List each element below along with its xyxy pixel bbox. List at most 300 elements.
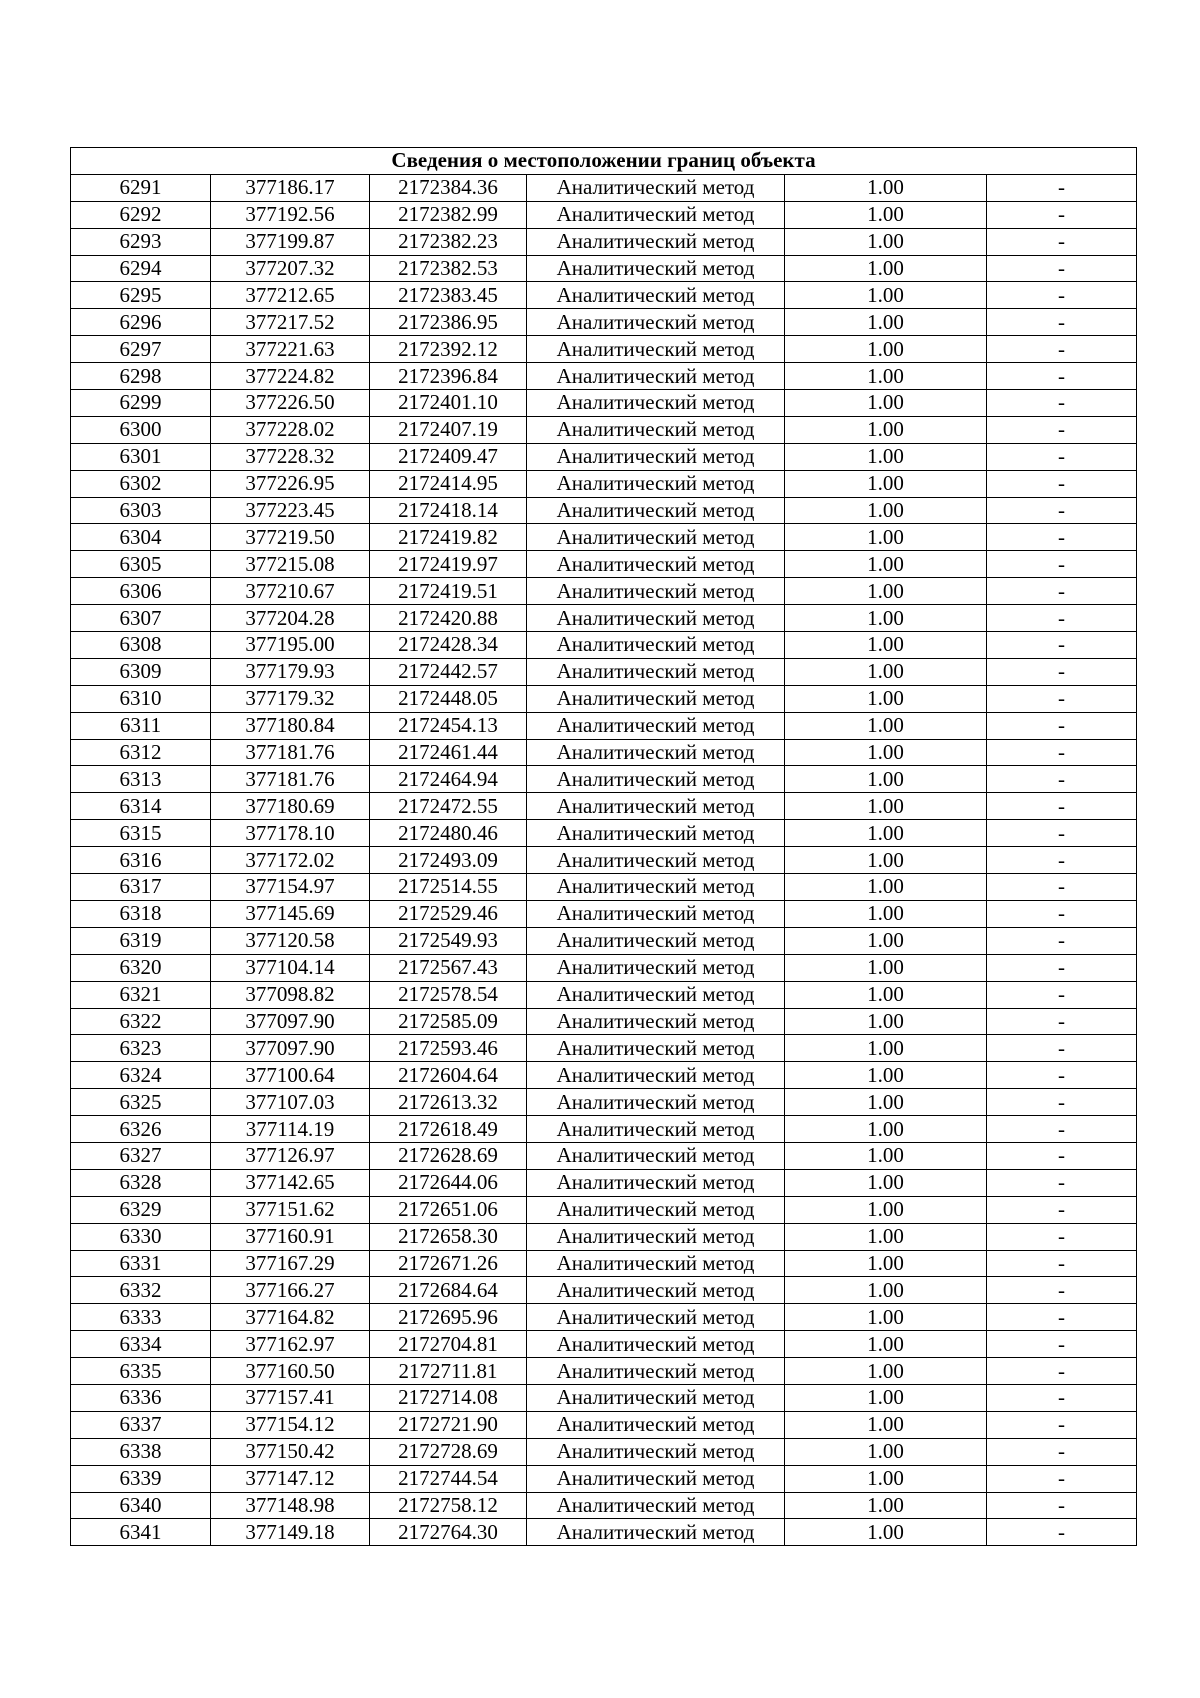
method-cell: Аналитический метод [527, 201, 785, 228]
table-row [71, 1142, 1137, 1169]
y-coordinate-cell: 2172420.88 [370, 605, 527, 632]
description-cell: - [987, 255, 1137, 282]
description-cell: - [987, 1142, 1137, 1169]
method-cell: Аналитический метод [527, 416, 785, 443]
description-cell: - [987, 927, 1137, 954]
accuracy-cell: 1.00 [785, 981, 987, 1008]
point-number-cell: 6313 [71, 766, 211, 793]
table-row [71, 632, 1137, 659]
method-cell: Аналитический метод [527, 578, 785, 605]
accuracy-cell: 1.00 [785, 390, 987, 417]
table-row [71, 820, 1137, 847]
table-row [71, 443, 1137, 470]
table-row [71, 363, 1137, 390]
y-coordinate-cell: 2172418.14 [370, 497, 527, 524]
accuracy-cell: 1.00 [785, 847, 987, 874]
accuracy-cell: 1.00 [785, 1169, 987, 1196]
description-cell: - [987, 874, 1137, 901]
table-row [71, 390, 1137, 417]
y-coordinate-cell: 2172461.44 [370, 739, 527, 766]
description-cell: - [987, 1384, 1137, 1411]
method-cell: Аналитический метод [527, 1089, 785, 1116]
description-cell: - [987, 658, 1137, 685]
method-cell: Аналитический метод [527, 954, 785, 981]
y-coordinate-cell: 2172728.69 [370, 1438, 527, 1465]
method-cell: Аналитический метод [527, 443, 785, 470]
accuracy-cell: 1.00 [785, 1438, 987, 1465]
y-coordinate-cell: 2172567.43 [370, 954, 527, 981]
table-row [71, 605, 1137, 632]
point-number-cell: 6297 [71, 336, 211, 363]
point-number-cell: 6301 [71, 443, 211, 470]
description-cell: - [987, 201, 1137, 228]
table-row [71, 847, 1137, 874]
x-coordinate-cell: 377207.32 [211, 255, 370, 282]
point-number-cell: 6320 [71, 954, 211, 981]
accuracy-cell: 1.00 [785, 954, 987, 981]
y-coordinate-cell: 2172472.55 [370, 793, 527, 820]
method-cell: Аналитический метод [527, 1169, 785, 1196]
description-cell: - [987, 1062, 1137, 1089]
table-row [71, 497, 1137, 524]
description-cell: - [987, 551, 1137, 578]
x-coordinate-cell: 377179.32 [211, 685, 370, 712]
method-cell: Аналитический метод [527, 712, 785, 739]
y-coordinate-cell: 2172711.81 [370, 1358, 527, 1385]
method-cell: Аналитический метод [527, 685, 785, 712]
table-row [71, 1250, 1137, 1277]
point-number-cell: 6315 [71, 820, 211, 847]
point-number-cell: 6295 [71, 282, 211, 309]
method-cell: Аналитический метод [527, 1250, 785, 1277]
description-cell: - [987, 1465, 1137, 1492]
accuracy-cell: 1.00 [785, 712, 987, 739]
y-coordinate-cell: 2172407.19 [370, 416, 527, 443]
method-cell: Аналитический метод [527, 1519, 785, 1546]
accuracy-cell: 1.00 [785, 282, 987, 309]
table-row [71, 1519, 1137, 1546]
y-coordinate-cell: 2172704.81 [370, 1331, 527, 1358]
point-number-cell: 6304 [71, 524, 211, 551]
accuracy-cell: 1.00 [785, 739, 987, 766]
y-coordinate-cell: 2172613.32 [370, 1089, 527, 1116]
description-cell: - [987, 1277, 1137, 1304]
point-number-cell: 6303 [71, 497, 211, 524]
accuracy-cell: 1.00 [785, 228, 987, 255]
x-coordinate-cell: 377160.50 [211, 1358, 370, 1385]
point-number-cell: 6300 [71, 416, 211, 443]
description-cell: - [987, 1196, 1137, 1223]
accuracy-cell: 1.00 [785, 793, 987, 820]
table-row [71, 739, 1137, 766]
x-coordinate-cell: 377100.64 [211, 1062, 370, 1089]
table-row [71, 1035, 1137, 1062]
accuracy-cell: 1.00 [785, 443, 987, 470]
table-row [71, 524, 1137, 551]
description-cell: - [987, 954, 1137, 981]
accuracy-cell: 1.00 [785, 416, 987, 443]
method-cell: Аналитический метод [527, 470, 785, 497]
table-row [71, 416, 1137, 443]
method-cell: Аналитический метод [527, 1116, 785, 1143]
point-number-cell: 6299 [71, 390, 211, 417]
table-row [71, 255, 1137, 282]
x-coordinate-cell: 377180.69 [211, 793, 370, 820]
y-coordinate-cell: 2172744.54 [370, 1465, 527, 1492]
method-cell: Аналитический метод [527, 309, 785, 336]
x-coordinate-cell: 377150.42 [211, 1438, 370, 1465]
method-cell: Аналитический метод [527, 793, 785, 820]
description-cell: - [987, 282, 1137, 309]
accuracy-cell: 1.00 [785, 1277, 987, 1304]
table-row [71, 228, 1137, 255]
accuracy-cell: 1.00 [785, 927, 987, 954]
accuracy-cell: 1.00 [785, 685, 987, 712]
x-coordinate-cell: 377223.45 [211, 497, 370, 524]
x-coordinate-cell: 377107.03 [211, 1089, 370, 1116]
point-number-cell: 6331 [71, 1250, 211, 1277]
accuracy-cell: 1.00 [785, 309, 987, 336]
table-row [71, 1358, 1137, 1385]
y-coordinate-cell: 2172428.34 [370, 632, 527, 659]
x-coordinate-cell: 377145.69 [211, 900, 370, 927]
table-row [71, 201, 1137, 228]
point-number-cell: 6336 [71, 1384, 211, 1411]
table-title: Сведения о местоположении границ объекта [71, 148, 1137, 175]
point-number-cell: 6311 [71, 712, 211, 739]
table-row [71, 470, 1137, 497]
y-coordinate-cell: 2172419.82 [370, 524, 527, 551]
method-cell: Аналитический метод [527, 1062, 785, 1089]
x-coordinate-cell: 377126.97 [211, 1142, 370, 1169]
method-cell: Аналитический метод [527, 900, 785, 927]
point-number-cell: 6319 [71, 927, 211, 954]
x-coordinate-cell: 377164.82 [211, 1304, 370, 1331]
point-number-cell: 6305 [71, 551, 211, 578]
x-coordinate-cell: 377167.29 [211, 1250, 370, 1277]
method-cell: Аналитический метод [527, 1465, 785, 1492]
accuracy-cell: 1.00 [785, 470, 987, 497]
x-coordinate-cell: 377199.87 [211, 228, 370, 255]
accuracy-cell: 1.00 [785, 1465, 987, 1492]
x-coordinate-cell: 377120.58 [211, 927, 370, 954]
table-row [71, 954, 1137, 981]
description-cell: - [987, 847, 1137, 874]
point-number-cell: 6326 [71, 1116, 211, 1143]
y-coordinate-cell: 2172644.06 [370, 1169, 527, 1196]
point-number-cell: 6321 [71, 981, 211, 1008]
y-coordinate-cell: 2172493.09 [370, 847, 527, 874]
table-row [71, 578, 1137, 605]
method-cell: Аналитический метод [527, 1331, 785, 1358]
description-cell: - [987, 981, 1137, 1008]
method-cell: Аналитический метод [527, 336, 785, 363]
table-row [71, 1062, 1137, 1089]
y-coordinate-cell: 2172593.46 [370, 1035, 527, 1062]
point-number-cell: 6329 [71, 1196, 211, 1223]
accuracy-cell: 1.00 [785, 658, 987, 685]
x-coordinate-cell: 377212.65 [211, 282, 370, 309]
method-cell: Аналитический метод [527, 1438, 785, 1465]
method-cell: Аналитический метод [527, 390, 785, 417]
y-coordinate-cell: 2172382.99 [370, 201, 527, 228]
y-coordinate-cell: 2172442.57 [370, 658, 527, 685]
method-cell: Аналитический метод [527, 820, 785, 847]
x-coordinate-cell: 377104.14 [211, 954, 370, 981]
x-coordinate-cell: 377210.67 [211, 578, 370, 605]
boundary-coordinates-table [70, 147, 1137, 1546]
point-number-cell: 6322 [71, 1008, 211, 1035]
table-row [71, 1384, 1137, 1411]
method-cell: Аналитический метод [527, 228, 785, 255]
x-coordinate-cell: 377192.56 [211, 201, 370, 228]
method-cell: Аналитический метод [527, 1008, 785, 1035]
table-row [71, 1411, 1137, 1438]
accuracy-cell: 1.00 [785, 632, 987, 659]
y-coordinate-cell: 2172764.30 [370, 1519, 527, 1546]
description-cell: - [987, 497, 1137, 524]
point-number-cell: 6310 [71, 685, 211, 712]
description-cell: - [987, 1304, 1137, 1331]
table-row [71, 685, 1137, 712]
point-number-cell: 6302 [71, 470, 211, 497]
method-cell: Аналитический метод [527, 1196, 785, 1223]
table-row [71, 1438, 1137, 1465]
x-coordinate-cell: 377154.97 [211, 874, 370, 901]
accuracy-cell: 1.00 [785, 874, 987, 901]
description-cell: - [987, 1116, 1137, 1143]
accuracy-cell: 1.00 [785, 900, 987, 927]
method-cell: Аналитический метод [527, 1223, 785, 1250]
accuracy-cell: 1.00 [785, 551, 987, 578]
accuracy-cell: 1.00 [785, 1035, 987, 1062]
x-coordinate-cell: 377162.97 [211, 1331, 370, 1358]
method-cell: Аналитический метод [527, 1411, 785, 1438]
method-cell: Аналитический метод [527, 1384, 785, 1411]
accuracy-cell: 1.00 [785, 363, 987, 390]
x-coordinate-cell: 377147.12 [211, 1465, 370, 1492]
y-coordinate-cell: 2172671.26 [370, 1250, 527, 1277]
x-coordinate-cell: 377160.91 [211, 1223, 370, 1250]
point-number-cell: 6316 [71, 847, 211, 874]
x-coordinate-cell: 377226.50 [211, 390, 370, 417]
method-cell: Аналитический метод [527, 363, 785, 390]
x-coordinate-cell: 377166.27 [211, 1277, 370, 1304]
description-cell: - [987, 1008, 1137, 1035]
x-coordinate-cell: 377114.19 [211, 1116, 370, 1143]
point-number-cell: 6296 [71, 309, 211, 336]
y-coordinate-cell: 2172549.93 [370, 927, 527, 954]
x-coordinate-cell: 377172.02 [211, 847, 370, 874]
method-cell: Аналитический метод [527, 1492, 785, 1519]
method-cell: Аналитический метод [527, 739, 785, 766]
y-coordinate-cell: 2172392.12 [370, 336, 527, 363]
point-number-cell: 6317 [71, 874, 211, 901]
table-row [71, 1169, 1137, 1196]
table-row [71, 1277, 1137, 1304]
point-number-cell: 6306 [71, 578, 211, 605]
x-coordinate-cell: 377219.50 [211, 524, 370, 551]
table-row [71, 1223, 1137, 1250]
method-cell: Аналитический метод [527, 255, 785, 282]
method-cell: Аналитический метод [527, 847, 785, 874]
x-coordinate-cell: 377224.82 [211, 363, 370, 390]
accuracy-cell: 1.00 [785, 497, 987, 524]
accuracy-cell: 1.00 [785, 820, 987, 847]
table-row [71, 658, 1137, 685]
accuracy-cell: 1.00 [785, 255, 987, 282]
x-coordinate-cell: 377148.98 [211, 1492, 370, 1519]
point-number-cell: 6293 [71, 228, 211, 255]
table-row [71, 282, 1137, 309]
table-row [71, 1196, 1137, 1223]
description-cell: - [987, 739, 1137, 766]
method-cell: Аналитический метод [527, 874, 785, 901]
point-number-cell: 6292 [71, 201, 211, 228]
accuracy-cell: 1.00 [785, 1492, 987, 1519]
description-cell: - [987, 820, 1137, 847]
y-coordinate-cell: 2172714.08 [370, 1384, 527, 1411]
point-number-cell: 6308 [71, 632, 211, 659]
description-cell: - [987, 578, 1137, 605]
description-cell: - [987, 900, 1137, 927]
x-coordinate-cell: 377186.17 [211, 174, 370, 201]
accuracy-cell: 1.00 [785, 1331, 987, 1358]
table-title-row [71, 148, 1137, 175]
table-row [71, 981, 1137, 1008]
description-cell: - [987, 1089, 1137, 1116]
point-number-cell: 6323 [71, 1035, 211, 1062]
y-coordinate-cell: 2172454.13 [370, 712, 527, 739]
point-number-cell: 6334 [71, 1331, 211, 1358]
description-cell: - [987, 1223, 1137, 1250]
accuracy-cell: 1.00 [785, 605, 987, 632]
description-cell: - [987, 228, 1137, 255]
description-cell: - [987, 1331, 1137, 1358]
table-row [71, 1304, 1137, 1331]
accuracy-cell: 1.00 [785, 1089, 987, 1116]
point-number-cell: 6338 [71, 1438, 211, 1465]
table-row [71, 336, 1137, 363]
description-cell: - [987, 766, 1137, 793]
point-number-cell: 6312 [71, 739, 211, 766]
x-coordinate-cell: 377097.90 [211, 1035, 370, 1062]
accuracy-cell: 1.00 [785, 1008, 987, 1035]
table-row [71, 1331, 1137, 1358]
y-coordinate-cell: 2172384.36 [370, 174, 527, 201]
y-coordinate-cell: 2172578.54 [370, 981, 527, 1008]
y-coordinate-cell: 2172409.47 [370, 443, 527, 470]
point-number-cell: 6309 [71, 658, 211, 685]
y-coordinate-cell: 2172382.23 [370, 228, 527, 255]
table-row [71, 793, 1137, 820]
x-coordinate-cell: 377178.10 [211, 820, 370, 847]
description-cell: - [987, 416, 1137, 443]
table-row [71, 766, 1137, 793]
y-coordinate-cell: 2172585.09 [370, 1008, 527, 1035]
point-number-cell: 6325 [71, 1089, 211, 1116]
y-coordinate-cell: 2172396.84 [370, 363, 527, 390]
description-cell: - [987, 443, 1137, 470]
y-coordinate-cell: 2172448.05 [370, 685, 527, 712]
y-coordinate-cell: 2172695.96 [370, 1304, 527, 1331]
y-coordinate-cell: 2172480.46 [370, 820, 527, 847]
y-coordinate-cell: 2172419.97 [370, 551, 527, 578]
description-cell: - [987, 793, 1137, 820]
x-coordinate-cell: 377179.93 [211, 658, 370, 685]
description-cell: - [987, 632, 1137, 659]
point-number-cell: 6333 [71, 1304, 211, 1331]
table-row [71, 174, 1137, 201]
method-cell: Аналитический метод [527, 766, 785, 793]
description-cell: - [987, 712, 1137, 739]
accuracy-cell: 1.00 [785, 1358, 987, 1385]
table-row [71, 1008, 1137, 1035]
description-cell: - [987, 1492, 1137, 1519]
x-coordinate-cell: 377149.18 [211, 1519, 370, 1546]
point-number-cell: 6339 [71, 1465, 211, 1492]
x-coordinate-cell: 377215.08 [211, 551, 370, 578]
description-cell: - [987, 524, 1137, 551]
method-cell: Аналитический метод [527, 605, 785, 632]
description-cell: - [987, 363, 1137, 390]
y-coordinate-cell: 2172618.49 [370, 1116, 527, 1143]
method-cell: Аналитический метод [527, 174, 785, 201]
method-cell: Аналитический метод [527, 1277, 785, 1304]
y-coordinate-cell: 2172401.10 [370, 390, 527, 417]
x-coordinate-cell: 377226.95 [211, 470, 370, 497]
point-number-cell: 6341 [71, 1519, 211, 1546]
description-cell: - [987, 1035, 1137, 1062]
point-number-cell: 6330 [71, 1223, 211, 1250]
table-body [71, 174, 1137, 1545]
accuracy-cell: 1.00 [785, 1062, 987, 1089]
description-cell: - [987, 470, 1137, 497]
x-coordinate-cell: 377195.00 [211, 632, 370, 659]
y-coordinate-cell: 2172386.95 [370, 309, 527, 336]
accuracy-cell: 1.00 [785, 1223, 987, 1250]
x-coordinate-cell: 377097.90 [211, 1008, 370, 1035]
x-coordinate-cell: 377217.52 [211, 309, 370, 336]
description-cell: - [987, 1169, 1137, 1196]
description-cell: - [987, 1519, 1137, 1546]
x-coordinate-cell: 377204.28 [211, 605, 370, 632]
accuracy-cell: 1.00 [785, 1519, 987, 1546]
x-coordinate-cell: 377221.63 [211, 336, 370, 363]
x-coordinate-cell: 377228.02 [211, 416, 370, 443]
description-cell: - [987, 174, 1137, 201]
x-coordinate-cell: 377228.32 [211, 443, 370, 470]
point-number-cell: 6307 [71, 605, 211, 632]
x-coordinate-cell: 377181.76 [211, 739, 370, 766]
accuracy-cell: 1.00 [785, 578, 987, 605]
accuracy-cell: 1.00 [785, 766, 987, 793]
y-coordinate-cell: 2172382.53 [370, 255, 527, 282]
point-number-cell: 6340 [71, 1492, 211, 1519]
x-coordinate-cell: 377180.84 [211, 712, 370, 739]
accuracy-cell: 1.00 [785, 1196, 987, 1223]
method-cell: Аналитический метод [527, 551, 785, 578]
table-row [71, 874, 1137, 901]
description-cell: - [987, 1411, 1137, 1438]
point-number-cell: 6332 [71, 1277, 211, 1304]
y-coordinate-cell: 2172758.12 [370, 1492, 527, 1519]
method-cell: Аналитический метод [527, 1304, 785, 1331]
accuracy-cell: 1.00 [785, 1250, 987, 1277]
table-row [71, 927, 1137, 954]
accuracy-cell: 1.00 [785, 336, 987, 363]
x-coordinate-cell: 377142.65 [211, 1169, 370, 1196]
